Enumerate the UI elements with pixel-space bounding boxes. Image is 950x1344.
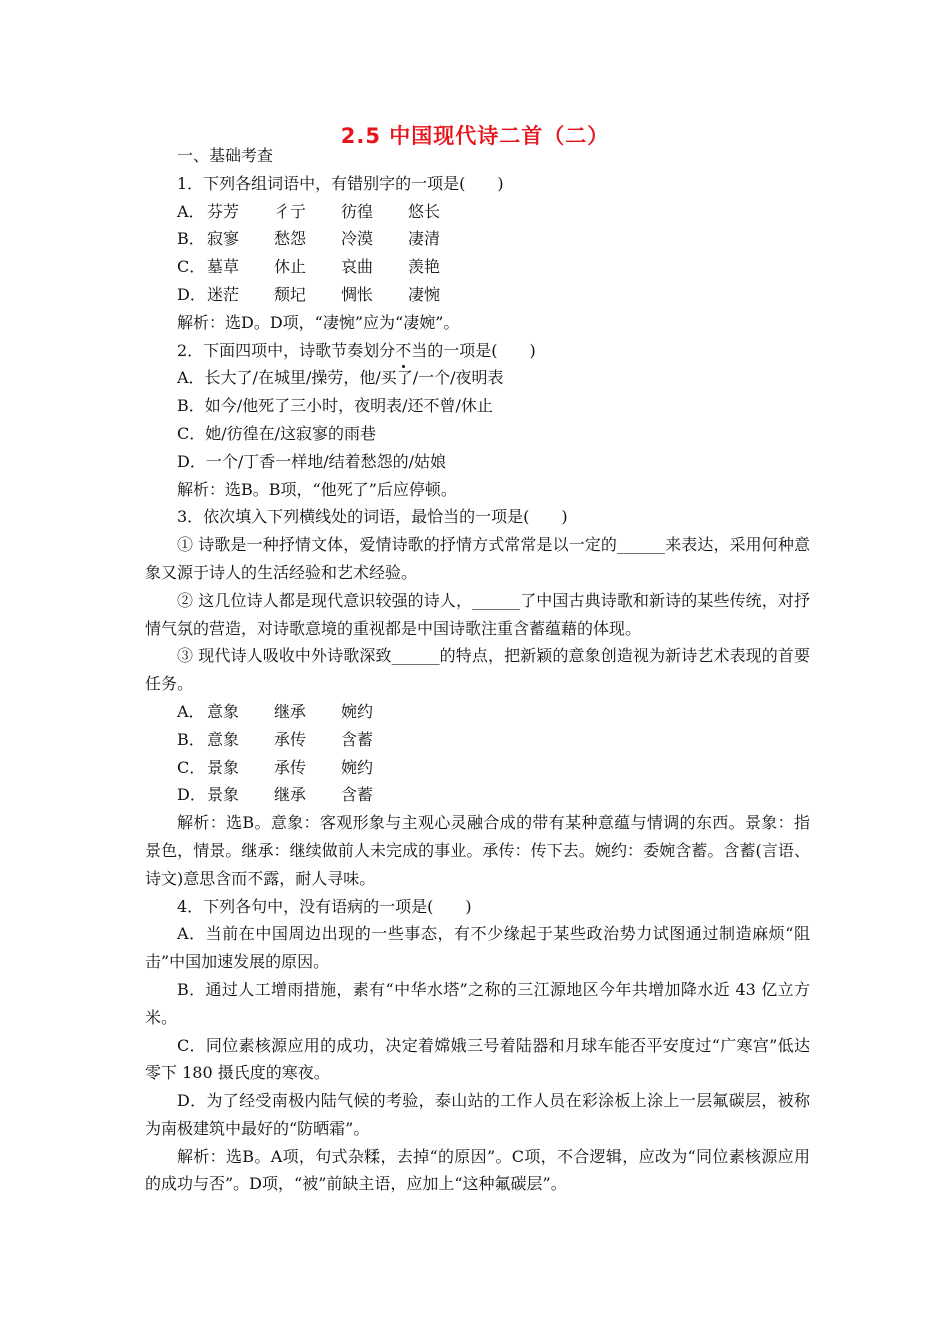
question-4-option-c: C．同位素核源应用的成功，决定着嫦娥三号着陆器和月球车能否平安度过“广寒宫”低达零下 180 摄氏度的寒夜。: [145, 1035, 810, 1083]
option-word: 彷徨: [341, 201, 374, 221]
option-word: 休止: [274, 257, 307, 277]
option-word: 颓圮: [274, 284, 307, 304]
option-label: D．: [177, 284, 206, 304]
option-label: C．: [177, 257, 206, 277]
option-word: 承传: [274, 729, 307, 749]
option-word: 迷茫: [207, 284, 240, 304]
question-3-sentence-3: ③ 现代诗人吸收中外诗歌深致______的特点，把新颖的意象创造视为新诗艺术表现的首要任务。: [145, 646, 810, 694]
option-label: C．: [177, 757, 206, 777]
option-word: 景象: [207, 785, 240, 805]
emphasis-char: 不: [395, 337, 411, 365]
question-4-stem: 4．下列各句中，没有语病的一项是( ): [177, 896, 472, 916]
option-word: 凄惋: [408, 284, 441, 304]
option-word: 悠长: [408, 201, 441, 221]
question-3-stem: 3．依次填入下列横线处的词语，最恰当的一项是( ): [177, 507, 568, 527]
option-word: 冷漠: [341, 229, 374, 249]
question-2-analysis: 解析：选B。B项，“他死了”后应停顿。: [177, 479, 457, 499]
option-word: 惆怅: [341, 284, 374, 304]
option-label: B．: [177, 729, 205, 749]
option-word: 继承: [274, 701, 307, 721]
option-label: A．: [177, 201, 205, 221]
question-3-sentence-1: ① 诗歌是一种抒情文体，爱情诗歌的抒情方式常常是以一定的______来表达，采用何种意象又源于诗人的生活经验和艺术经验。: [145, 535, 810, 582]
question-3-option-a: [145, 698, 810, 726]
stem-text: 2．下面四项中，诗歌节奏划分: [177, 340, 396, 360]
option-label: A．: [177, 701, 205, 721]
section-heading: 一、基础考查: [177, 146, 274, 165]
question-4-option-d: D．为了经受南极内陆气候的考验，泰山站的工作人员在彩涂板上涂上一层氟碳层，被称为南极建筑中最好的“防晒霜”。: [145, 1091, 810, 1138]
question-4-analysis: 解析：选B。A项，句式杂糅，去掉“的原因”。C项，不合逻辑，应改为“同位素核源应用的成功与否”。D项，“被”前缺主语，应加上“这种氟碳层”。: [145, 1146, 810, 1194]
option-word: 愁怨: [274, 229, 307, 249]
question-3-analysis: 解析：选B。意象：客观形象与主观心灵融合成的带有某种意蕴与情调的东西。景象：指景色，情景。继承：继续做前人未完成的事业。承传：传下去。婉约：委婉含蓄。含蓄(言语、诗文)意思含而不露，耐人寻味。: [145, 813, 810, 888]
question-3-sentence-2: ② 这几位诗人都是现代意识较强的诗人，______了中国古典诗歌和新诗的某些传统，对抒情气氛的营造，对诗歌意境的重视都是中国诗歌注重含蓄蕴藉的体现。: [145, 590, 810, 638]
question-4-option-a: A．当前在中国周边出现的一些事态，有不少缘起于某些政治势力试图通过制造麻烦“阻击”中国加速发展的原因。: [145, 924, 810, 972]
option-word: 继承: [274, 785, 307, 805]
option-label: B．: [177, 229, 205, 249]
option-word: 羡艳: [408, 257, 441, 277]
question-3-option-b: [145, 726, 810, 754]
question-2-option-a: A．长大了/在城里/操劳，他/买了/一个/夜明表: [177, 368, 504, 388]
question-2-option-c: C．她/彷徨在/这寂寥的雨巷: [177, 423, 377, 443]
question-1-stem: 1．下列各组词语中，有错别字的一项是( ): [177, 173, 504, 193]
question-1-option-d: [145, 281, 810, 309]
option-word: 意象: [207, 701, 240, 721]
question-1-option-a: [145, 198, 810, 226]
option-word: 凄清: [408, 229, 441, 249]
question-3-option-d: [145, 781, 810, 809]
question-2-option-d: D．一个/丁香一样地/结着愁怨的/姑娘: [177, 451, 447, 471]
question-1-option-b: [145, 225, 810, 253]
option-word: 哀曲: [341, 257, 374, 277]
option-word: 墓草: [207, 257, 240, 277]
option-word: 景象: [207, 757, 240, 777]
option-word: 承传: [274, 757, 307, 777]
option-word: 芬芳: [207, 201, 240, 221]
question-4-option-b: B．通过人工增雨措施，素有“中华水塔”之称的三江源地区今年共增加降水近 43 亿立方米。: [145, 979, 810, 1027]
option-word: 含蓄: [341, 729, 374, 749]
option-word: 彳亍: [274, 201, 307, 221]
option-word: 含蓄: [341, 785, 374, 805]
option-word: 意象: [207, 729, 240, 749]
page-title: 2.5 中国现代诗二首（二）: [340, 124, 610, 148]
question-2-stem: [145, 337, 810, 365]
question-3-option-c: [145, 754, 810, 782]
option-word: 寂寥: [207, 229, 240, 249]
option-label: D．: [177, 785, 206, 805]
document-body: [145, 142, 810, 1198]
option-word: 婉约: [341, 757, 374, 777]
question-2-option-b: B．如今/他死了三小时，夜明表/还不曾/休止: [177, 396, 493, 416]
question-1-analysis: 解析：选D。D项，“凄惋”应为“凄婉”。: [177, 312, 460, 332]
question-1-option-c: [145, 253, 810, 281]
option-word: 婉约: [341, 701, 374, 721]
stem-text: 当的一项是( ): [411, 340, 536, 360]
